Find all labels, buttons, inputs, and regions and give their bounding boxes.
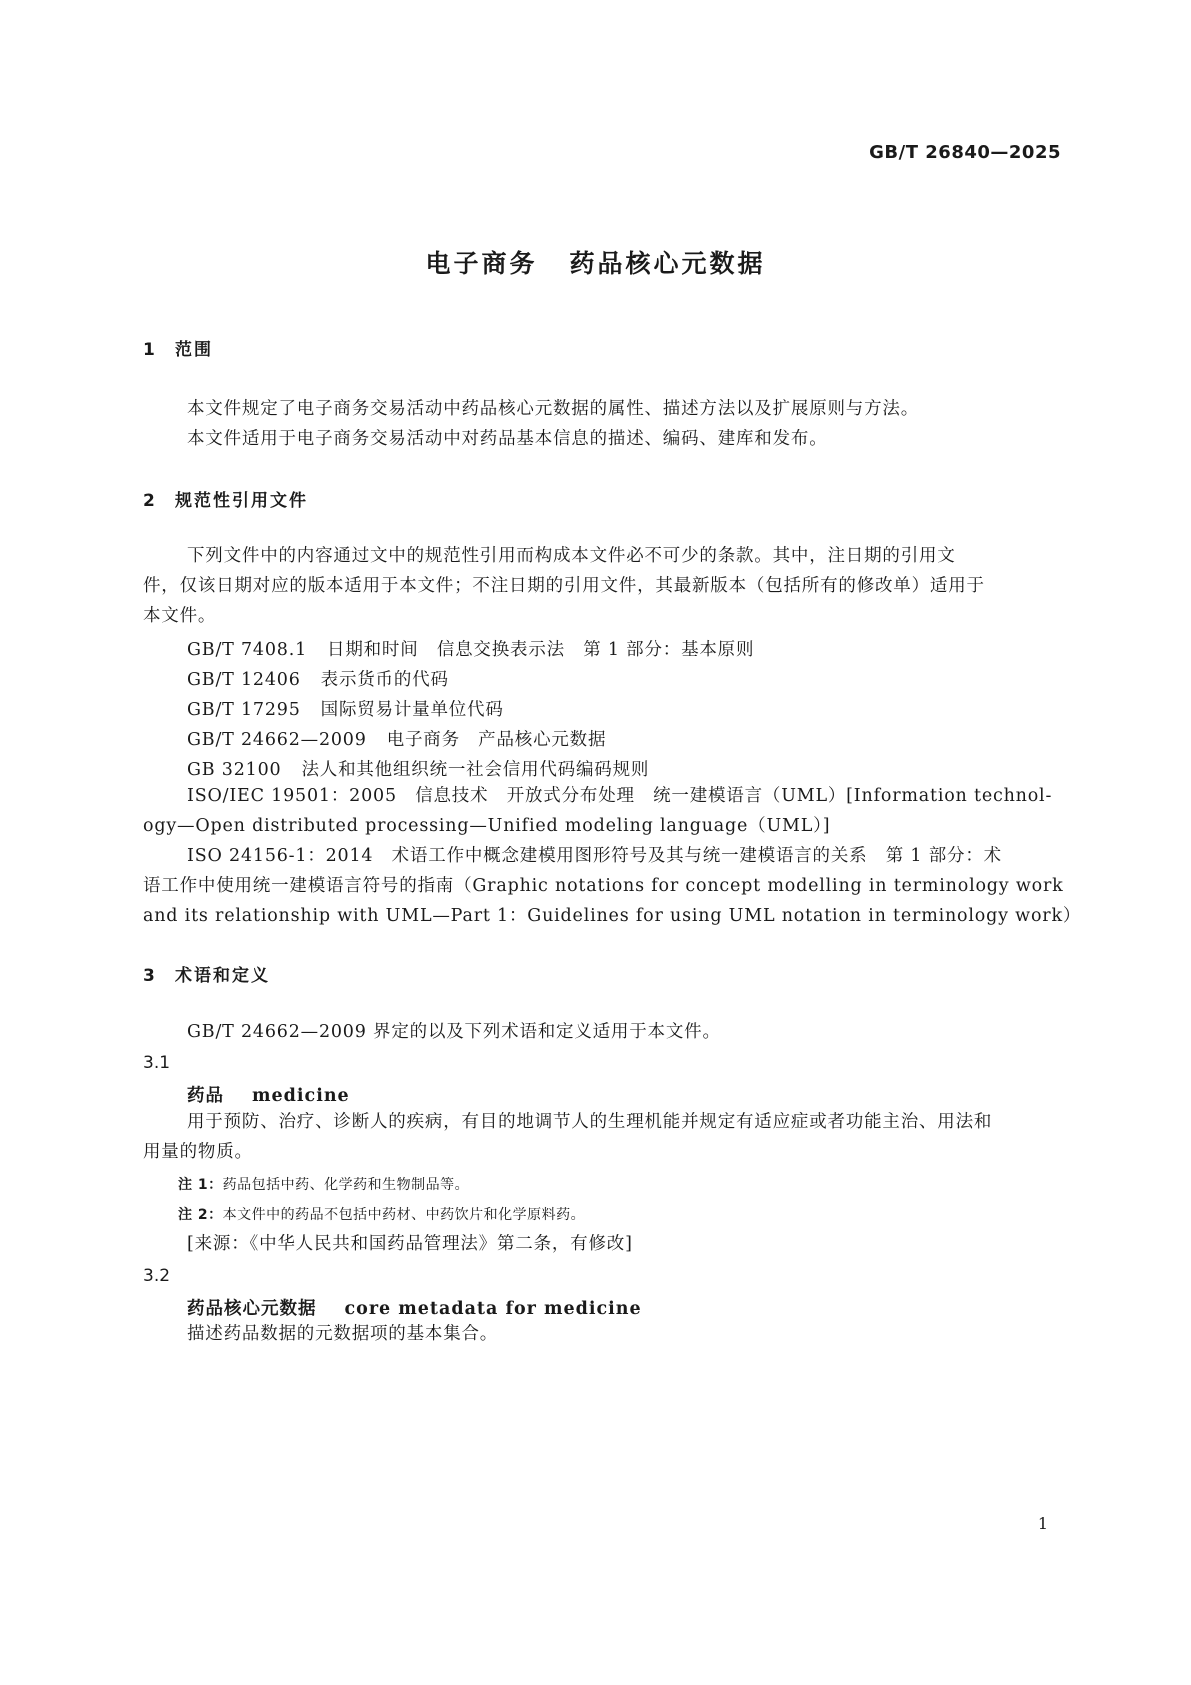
reference-item: GB/T 17295 国际贸易计量单位代码 <box>187 700 504 720</box>
term-3-1-definition-line-1: 用于预防、治疗、诊断人的疾病，有目的地调节人的生理机能并规定有适应症或者功能主治、用法和 <box>187 1112 993 1132</box>
document-title <box>0 244 1191 280</box>
term-3-1-note-1: 注 1：药品包括中药、化学药和生物制品等。 <box>178 1177 470 1193</box>
section-2-intro-line-1: 下列文件中的内容通过文中的规范性引用而构成本文件必不可少的条款。其中，注日期的引用文 <box>187 546 956 566</box>
iso-19501-line-1: ISO/IEC 19501：2005 信息技术 开放式分布处理 统一建模语言（UML）[Information technol- <box>187 786 1053 806</box>
reference-item: GB/T 24662—2009 电子商务 产品核心元数据 <box>187 730 607 750</box>
iso-24156-line-1: ISO 24156-1：2014 术语工作中概念建模用图形符号及其与统一建模语言的关系 第 1 部分：术 <box>187 846 1002 866</box>
iso-19501-line-2: ogy—Open distributed processing—Unified modeling language（UML）] <box>143 816 831 836</box>
term-3-1-source: [来源：《中华人民共和国药品管理法》第二条，有修改] <box>187 1234 633 1254</box>
section-2-intro-line-2: 件，仅该日期对应的版本适用于本文件；不注日期的引用文件，其最新版本（包括所有的修改单）适用于 <box>143 576 985 596</box>
term-3-1: 药品 medicine <box>187 1086 350 1106</box>
term-3-1-definition-line-2: 用量的物质。 <box>143 1142 253 1162</box>
term-3-2-number: 3.2 <box>143 1266 171 1286</box>
section-2-intro-line-3: 本文件。 <box>143 606 217 626</box>
section-3-heading: 3 术语和定义 <box>143 966 270 986</box>
section-3-intro: GB/T 24662—2009 界定的以及下列术语和定义适用于本文件。 <box>187 1022 721 1042</box>
standard-code: GB/T 26840—2025 <box>869 142 1061 163</box>
reference-item: GB/T 12406 表示货币的代码 <box>187 670 449 690</box>
reference-item: GB 32100 法人和其他组织统一社会信用代码编码规则 <box>187 760 650 780</box>
page-number: 1 <box>1037 1514 1048 1533</box>
term-3-1-note-2: 注 2：本文件中的药品不包括中药材、中药饮片和化学原料药。 <box>178 1207 586 1223</box>
iso-24156-line-3: and its relationship with UML—Part 1：Guidelines for using UML notation in terminology work） <box>143 906 1082 926</box>
section-1-para-1: 本文件规定了电子商务交易活动中药品核心元数据的属性、描述方法以及扩展原则与方法。 <box>187 399 919 419</box>
section-1-para-2: 本文件适用于电子商务交易活动中对药品基本信息的描述、编码、建库和发布。 <box>187 429 828 449</box>
section-1-heading: 1 范围 <box>143 340 213 360</box>
section-2-heading: 2 规范性引用文件 <box>143 491 308 511</box>
title-part-1: 电子商务 <box>425 249 538 278</box>
title-part-2: 药品核心元数据 <box>569 249 766 278</box>
term-3-2-definition: 描述药品数据的元数据项的基本集合。 <box>187 1324 499 1344</box>
term-3-1-number: 3.1 <box>143 1053 171 1073</box>
reference-item: GB/T 7408.1 日期和时间 信息交换表示法 第 1 部分：基本原则 <box>187 640 755 660</box>
term-3-2: 药品核心元数据 core metadata for medicine <box>187 1299 642 1319</box>
iso-24156-line-2: 语工作中使用统一建模语言符号的指南（Graphic notations for concept modelling in terminology work <box>143 876 1064 896</box>
